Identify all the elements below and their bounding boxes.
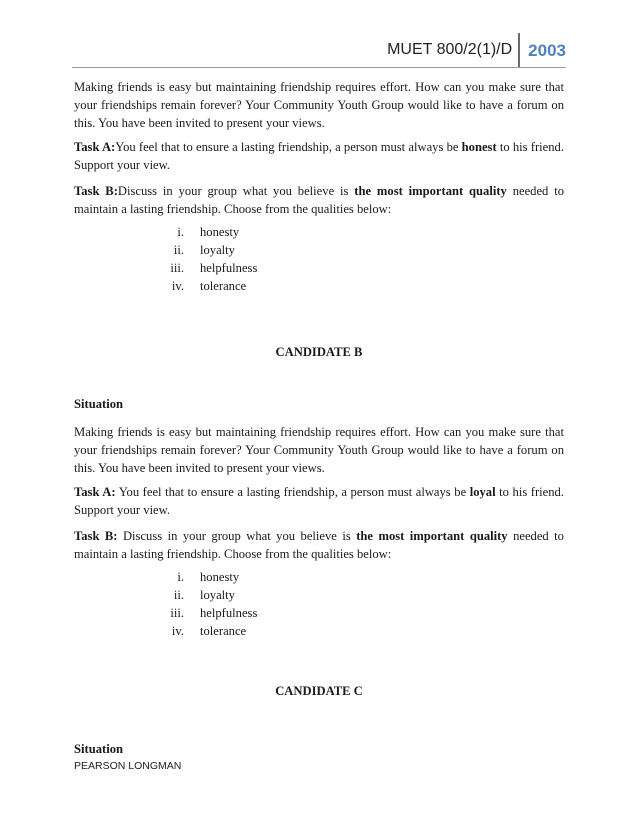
task-a-text-post: to his friend. Support your view. [74, 140, 564, 172]
page-footer: PEARSON LONGMAN [74, 760, 182, 772]
task-b-label: Task B: [74, 529, 118, 543]
page-header [387, 33, 566, 67]
list-item: ii. loyalty [173, 243, 235, 257]
task-a-text-post: to his friend. Support your view. [74, 485, 564, 517]
task-a-text-pre: You feel that to ensure a lasting friendship, a person must always be [115, 140, 462, 154]
task-a-a [74, 138, 564, 174]
list-item: i. honesty [177, 225, 240, 239]
task-b-text-post: needed to maintain a lasting friendship. Choose from the qualities below: [74, 529, 564, 561]
task-a-b [74, 483, 564, 519]
candidate-b-heading: CANDIDATE B [275, 345, 363, 359]
list-item: i. honesty [177, 570, 240, 584]
task-a-label: Task A: [74, 485, 116, 499]
header-divider [72, 67, 566, 68]
qualities-list-a [74, 223, 564, 295]
situation-heading-b: Situation [74, 397, 123, 411]
task-a-label: Task A: [74, 140, 116, 154]
task-a-keyword: honest [461, 140, 497, 154]
task-a-text-pre: You feel that to ensure a lasting friendship, a person must always be [115, 485, 470, 499]
exam-code: MUET 800/2(1)/D [387, 33, 520, 67]
exam-year: 2003 [528, 41, 566, 60]
task-b-keyword: the most important quality [354, 184, 507, 198]
task-b-keyword: the most important quality [356, 529, 508, 543]
candidate-c-heading: CANDIDATE C [275, 684, 363, 698]
task-b-label: Task B: [74, 184, 118, 198]
situation-text-a: Making friends is easy but maintaining friendship requires effort. How can you make sure that your friendships remain forever? Your Community Youth Group would like to have a forum on this. You have been invited to present your views. [74, 80, 564, 130]
task-b-text-pre: Discuss in your group what you believe is [117, 529, 357, 543]
task-a-keyword: loyal [469, 485, 496, 499]
list-item: iii. helpfulness [170, 261, 258, 275]
list-item: iv. tolerance [171, 624, 247, 638]
task-b-text-pre: Discuss in your group what you believe is [117, 184, 355, 198]
list-item: iii. helpfulness [170, 606, 258, 620]
task-b-a [74, 182, 564, 218]
task-b-text-post: needed to maintain a lasting friendship. Choose from the qualities below: [74, 184, 564, 216]
task-b-b [74, 527, 564, 563]
qualities-list-b [74, 568, 564, 640]
list-item: iv. tolerance [171, 279, 247, 293]
situation-text-b: Making friends is easy but maintaining friendship requires effort. How can you make sure that your friendships remain forever? Your Community Youth Group would like to have a forum on this. You have been invited to present your views. [74, 425, 564, 475]
list-item: ii. loyalty [173, 588, 235, 602]
page-content [74, 78, 564, 758]
situation-heading-c: Situation [74, 742, 123, 756]
